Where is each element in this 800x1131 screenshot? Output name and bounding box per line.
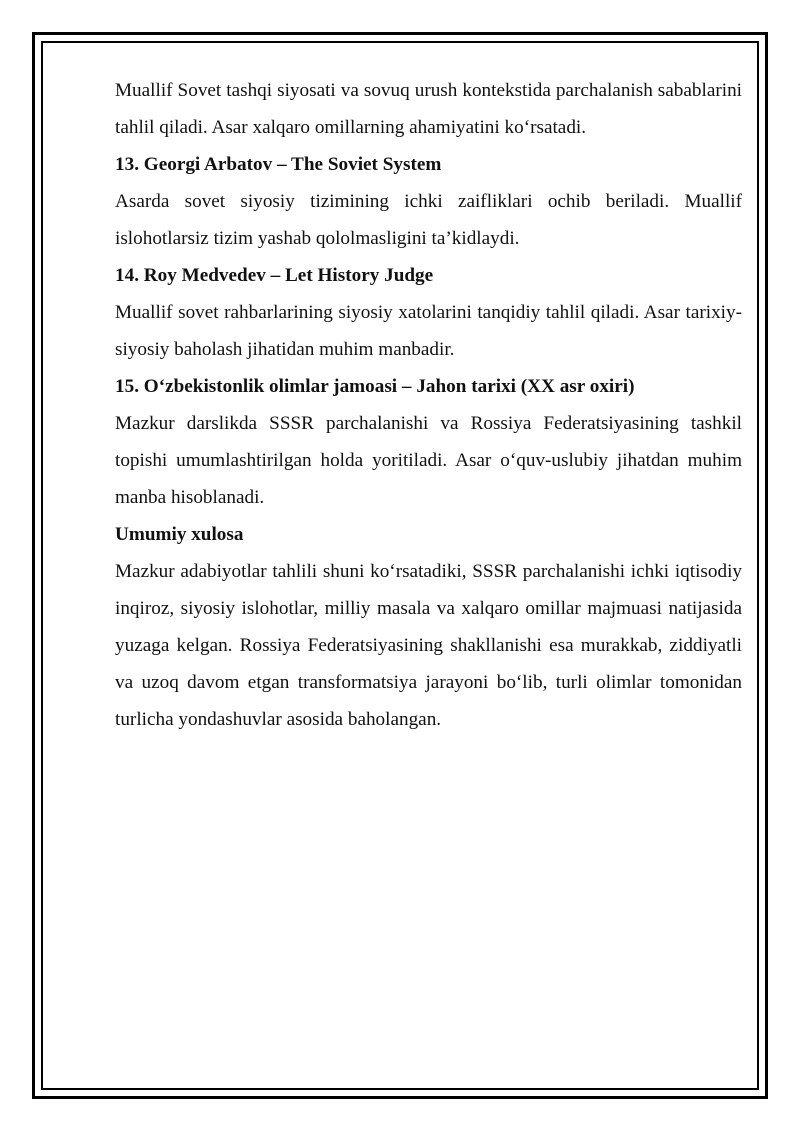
body-paragraph: Asarda sovet siyosiy tizimining ichki zaifliklari ochib beriladi. Muallif islohotlarsiz tizim yashab qololmasligini ta’kidlaydi. [115, 191, 742, 249]
body-paragraph: Muallif sovet rahbarlarining siyosiy xatolarini tanqidiy tahlil qiladi. Asar tarixiy-siyosiy baholash jihatidan muhim manbadir. [115, 302, 742, 360]
conclusion-heading: Umumiy xulosa [115, 524, 244, 545]
body-paragraph: Mazkur darslikda SSSR parchalanishi va Rossiya Federatsiyasining tashkil topishi umumlashtirilgan holda yoritiladi. Asar oʻquv-uslubiy jihatdan muhim manba hisoblanadi. [115, 413, 742, 508]
section-heading: 15. Oʻzbekistonlik olimlar jamoasi – Jahon tarixi (XX asr oxiri) [115, 376, 635, 397]
section-heading: 14. Roy Medvedev – Let History Judge [115, 265, 434, 286]
conclusion-paragraph: Mazkur adabiyotlar tahlili shuni koʻrsatadiki, SSSR parchalanishi ichki iqtisodiy inqiroz, siyosiy islohotlar, milliy masala va xalqaro omillar majmuasi natijasida yuzaga kelgan. Rossiya Federatsiyasining shakllanishi esa murakkab, ziddiyatli va uzoq davom etgan transformatsiya jarayoni boʻlib, turli olimlar tomonidan turlicha yondashuvlar asosida baholangan. [115, 561, 742, 730]
document-body [115, 72, 742, 738]
body-paragraph: Muallif Sovet tashqi siyosati va sovuq urush kontekstida parchalanish sabablarini tahlil qiladi. Asar xalqaro omillarning ahamiyatini koʻrsatadi. [115, 80, 742, 138]
section-heading: 13. Georgi Arbatov – The Soviet System [115, 154, 442, 175]
